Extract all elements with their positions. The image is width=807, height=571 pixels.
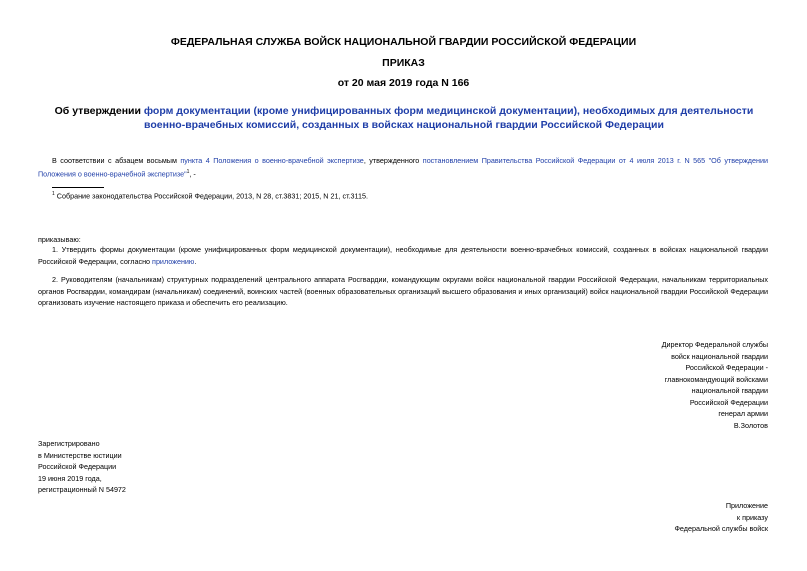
preamble-link-decree[interactable]: постановлением Правительства Российской Федерации от 4 июля 2013 г. N 565 "Об утверждении Положения о военно-врачебной экспертизе" — [38, 156, 768, 178]
item-1-appendix-link[interactable]: приложению — [152, 256, 195, 266]
footnote-ref[interactable]: 1 — [186, 168, 190, 175]
signature-line: Директор Федеральной службы — [661, 340, 768, 349]
preamble-text-3: , - — [189, 168, 196, 178]
signature-name: В.Золотов — [733, 420, 768, 430]
registration-line: Зарегистрировано — [38, 439, 100, 448]
item-1-text: 1. Утвердить формы документации (кроме унифицированных форм медицинской документации), необходимые для деятельности военно-врачебных комиссий, созданных в войсках национальной гвардии Российской Федерации, согласно — [38, 245, 768, 266]
registration-line: 19 июня 2019 года, — [38, 473, 102, 483]
signature-line: Российской Федерации — [689, 397, 768, 407]
appendix-line: Приложение — [725, 501, 768, 510]
signature-line: главнокомандующий войсками — [664, 374, 768, 384]
footnote — [52, 189, 752, 202]
signature-line: войск национальной гвардии — [671, 351, 768, 361]
footnote-mark: 1 — [52, 191, 55, 197]
title-link[interactable]: форм документации (кроме унифицированных форм медицинской документации), необходимых для деятельности военно-врачебных комиссий, созданных в войсках национальной гвардии Российской Федерации — [143, 105, 754, 131]
signature-line: национальной гвардии — [691, 386, 768, 395]
preamble-paragraph — [38, 155, 768, 179]
preamble-text-1: В соответствии с абзацем восьмым — [52, 156, 181, 165]
preamble-link-point4[interactable]: пункта 4 Положения о военно-врачебной экспертизе — [180, 156, 364, 165]
order-word: приказываю: — [38, 235, 81, 244]
item-1-paragraph — [38, 244, 768, 267]
registration-line: Российской Федерации — [38, 462, 117, 471]
agency-heading: ФЕДЕРАЛЬНАЯ СЛУЖБА ВОЙСК НАЦИОНАЛЬНОЙ ГВАРДИИ РОССИЙСКОЙ ФЕДЕРАЦИИ — [170, 36, 637, 48]
title-prefix: Об утверждении — [54, 105, 144, 117]
doc-type-heading: ПРИКАЗ — [382, 57, 425, 69]
signature-line: Российской Федерации - — [685, 363, 768, 372]
item-1-tail: . — [194, 256, 197, 266]
date-number-heading: от 20 мая 2019 года N 166 — [337, 77, 470, 89]
item-2-paragraph: 2. Руководителям (начальникам) структурных подразделений центрального аппарата Росгвардии, командующим округами войск национальной гвардии Российской Федерации, начальникам территориальных органов Росгвардии, командирам (начальникам) соединений, воинских частей (военных образовательных организаций высшего образования и иных организаций) войск национальной гвардии Российской Федерации организовать изучение настоящего приказа и обеспечить его реализацию. — [38, 275, 768, 307]
appendix-line: Федеральной службы войск — [674, 524, 768, 533]
signature-line: генерал армии — [718, 409, 768, 418]
preamble-text-2: , утвержденного — [363, 156, 423, 165]
appendix-block — [560, 500, 768, 535]
registration-line: в Министерстве юстиции — [38, 450, 122, 460]
registration-block — [38, 438, 238, 496]
appendix-line: к приказу — [736, 512, 768, 522]
registration-number: регистрационный N 54972 — [38, 485, 126, 494]
footnote-text: Собрание законодательства Российской Федерации, 2013, N 28, ст.3831; 2015, N 21, ст.3115. — [56, 191, 369, 201]
footnote-divider — [52, 187, 104, 188]
signature-block — [560, 339, 768, 431]
page-title — [34, 104, 774, 132]
